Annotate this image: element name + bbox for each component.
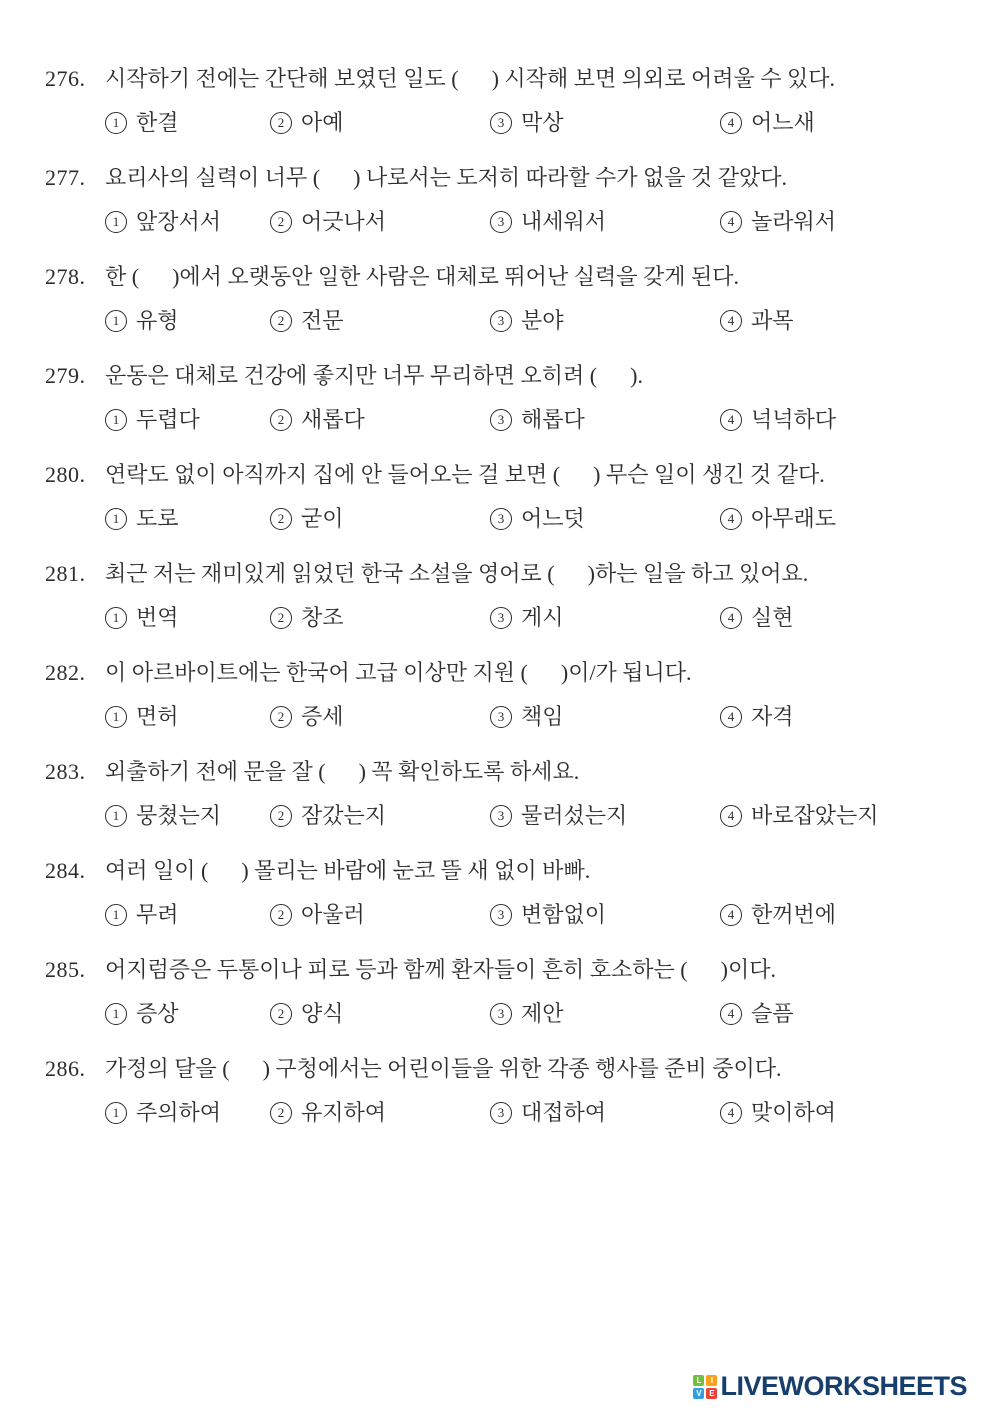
option-label: 창조: [301, 605, 344, 630]
options-row: [105, 299, 957, 343]
option-marker-2: 2: [270, 112, 292, 134]
option-label: 대접하여: [521, 1100, 607, 1125]
option-label: 아예: [301, 110, 344, 135]
option-4[interactable]: [720, 101, 957, 145]
option-1[interactable]: [105, 200, 270, 244]
option-label: 분야: [521, 308, 564, 333]
option-label: 새롭다: [301, 407, 365, 432]
question-279: [45, 354, 957, 442]
option-marker-2: 2: [270, 211, 292, 233]
option-label: 양식: [301, 1001, 344, 1026]
option-marker-3: 3: [490, 1003, 512, 1025]
option-marker-4: 4: [720, 508, 742, 530]
option-marker-1: 1: [105, 1003, 127, 1025]
option-2[interactable]: [270, 299, 490, 343]
option-marker-1: 1: [105, 607, 127, 629]
option-2[interactable]: [270, 893, 490, 937]
option-marker-3: 3: [490, 508, 512, 530]
option-marker-4: 4: [720, 706, 742, 728]
liveworksheets-logo[interactable]: [693, 1371, 967, 1402]
question-number: 281.: [45, 561, 86, 586]
option-label: 제안: [521, 1001, 564, 1026]
option-marker-3: 3: [490, 211, 512, 233]
option-2[interactable]: [270, 1091, 490, 1135]
option-label: 잠갔는지: [301, 803, 387, 828]
option-marker-4: 4: [720, 1102, 742, 1124]
question-number: 285.: [45, 957, 86, 982]
option-label: 어느덧: [521, 506, 585, 531]
option-marker-2: 2: [270, 409, 292, 431]
option-label: 한꺼번에: [751, 902, 837, 927]
question-text: 이 아르바이트에는 한국어 고급 이상만 지원 ( )이/가 됩니다.: [105, 660, 692, 685]
option-marker-1: 1: [105, 706, 127, 728]
option-1[interactable]: [105, 893, 270, 937]
option-label: 실현: [751, 605, 794, 630]
option-marker-4: 4: [720, 904, 742, 926]
option-label: 슬픔: [751, 1001, 794, 1026]
logo-tile-v: V: [693, 1388, 704, 1399]
options-row: [105, 398, 957, 442]
question-280: [45, 453, 957, 541]
logo-tile-l: L: [693, 1375, 704, 1386]
question-284: [45, 849, 957, 937]
option-label: 증상: [136, 1001, 179, 1026]
question-text: 요리사의 실력이 너무 ( ) 나로서는 도저히 따라할 수가 없을 것 같았다.: [105, 165, 787, 190]
option-1[interactable]: [105, 1091, 270, 1135]
question-277: [45, 156, 957, 244]
option-4[interactable]: [720, 992, 957, 1036]
logo-tile-i: I: [706, 1375, 717, 1386]
option-marker-3: 3: [490, 904, 512, 926]
option-label: 주의하여: [136, 1100, 222, 1125]
option-4[interactable]: [720, 1091, 957, 1135]
option-4[interactable]: [720, 596, 957, 640]
option-label: 한결: [136, 110, 179, 135]
option-label: 번역: [136, 605, 179, 630]
option-label: 맞이하여: [751, 1100, 837, 1125]
question-number: 278.: [45, 264, 86, 289]
option-4[interactable]: [720, 398, 957, 442]
option-marker-4: 4: [720, 607, 742, 629]
option-2[interactable]: [270, 596, 490, 640]
option-label: 무려: [136, 902, 179, 927]
option-marker-2: 2: [270, 805, 292, 827]
questions-list: [45, 57, 957, 1146]
option-label: 도로: [136, 506, 179, 531]
option-marker-2: 2: [270, 1003, 292, 1025]
option-label: 놀라워서: [751, 209, 837, 234]
liveworksheets-logo-icon: [693, 1375, 717, 1399]
option-3[interactable]: [490, 1091, 720, 1135]
option-marker-1: 1: [105, 409, 127, 431]
option-marker-1: 1: [105, 805, 127, 827]
question-number: 279.: [45, 363, 86, 388]
option-label: 해롭다: [521, 407, 585, 432]
logo-tile-e: E: [706, 1388, 717, 1399]
option-marker-1: 1: [105, 508, 127, 530]
option-1[interactable]: [105, 794, 270, 838]
option-marker-3: 3: [490, 607, 512, 629]
question-number: 276.: [45, 66, 86, 91]
options-row: [105, 794, 957, 838]
option-marker-4: 4: [720, 1003, 742, 1025]
question-286: [45, 1047, 957, 1135]
options-row: [105, 1091, 957, 1135]
question-text: 연락도 없이 아직까지 집에 안 들어오는 걸 보면 ( ) 무슨 일이 생긴 것 같다.: [105, 462, 825, 487]
option-1[interactable]: [105, 596, 270, 640]
option-1[interactable]: [105, 695, 270, 739]
question-number: 284.: [45, 858, 86, 883]
question-text: 최근 저는 재미있게 읽었던 한국 소설을 영어로 ( )하는 일을 하고 있어요.: [105, 561, 809, 586]
option-4[interactable]: [720, 497, 957, 541]
liveworksheets-logo-text: LIVEWORKSHEETS: [720, 1371, 967, 1401]
option-label: 자격: [751, 704, 794, 729]
option-label: 변함없이: [521, 902, 607, 927]
option-label: 증세: [301, 704, 344, 729]
option-2[interactable]: [270, 497, 490, 541]
options-row: [105, 695, 957, 739]
question-number: 286.: [45, 1056, 86, 1081]
option-label: 책임: [521, 704, 564, 729]
question-278: [45, 255, 957, 343]
option-1[interactable]: [105, 992, 270, 1036]
option-4[interactable]: [720, 299, 957, 343]
option-2[interactable]: [270, 794, 490, 838]
option-label: 두렵다: [136, 407, 200, 432]
option-marker-1: 1: [105, 211, 127, 233]
option-label: 유형: [136, 308, 179, 333]
question-text: 가정의 달을 ( ) 구청에서는 어린이들을 위한 각종 행사를 준비 중이다.: [105, 1056, 782, 1081]
option-3[interactable]: [490, 794, 720, 838]
option-label: 아울러: [301, 902, 365, 927]
option-marker-3: 3: [490, 112, 512, 134]
option-3[interactable]: [490, 992, 720, 1036]
option-label: 전문: [301, 308, 344, 333]
option-3[interactable]: [490, 497, 720, 541]
question-text: 시작하기 전에는 간단해 보였던 일도 ( ) 시작해 보면 의외로 어려울 수 있다.: [105, 66, 835, 91]
option-label: 과목: [751, 308, 794, 333]
option-marker-1: 1: [105, 112, 127, 134]
option-1[interactable]: [105, 497, 270, 541]
options-row: [105, 497, 957, 541]
option-label: 어긋나서: [301, 209, 387, 234]
option-3[interactable]: [490, 398, 720, 442]
option-4[interactable]: [720, 695, 957, 739]
option-marker-1: 1: [105, 310, 127, 332]
option-4[interactable]: [720, 794, 957, 838]
question-text: 여러 일이 ( ) 몰리는 바람에 눈코 뜰 새 없이 바빠.: [105, 858, 591, 883]
question-276: [45, 57, 957, 145]
question-282: [45, 651, 957, 739]
option-label: 유지하여: [301, 1100, 387, 1125]
option-marker-3: 3: [490, 409, 512, 431]
option-2[interactable]: [270, 398, 490, 442]
question-285: [45, 948, 957, 1036]
option-label: 앞장서서: [136, 209, 222, 234]
option-2[interactable]: [270, 101, 490, 145]
option-marker-3: 3: [490, 805, 512, 827]
option-2[interactable]: [270, 200, 490, 244]
option-label: 막상: [521, 110, 564, 135]
option-marker-1: 1: [105, 904, 127, 926]
option-2[interactable]: [270, 695, 490, 739]
question-text: 어지럼증은 두통이나 피로 등과 함께 환자들이 흔히 호소하는 ( )이다.: [105, 957, 776, 982]
option-label: 넉넉하다: [751, 407, 837, 432]
question-281: [45, 552, 957, 640]
option-marker-3: 3: [490, 706, 512, 728]
option-3[interactable]: [490, 101, 720, 145]
option-4[interactable]: [720, 200, 957, 244]
option-label: 바로잡았는지: [751, 803, 879, 828]
options-row: [105, 893, 957, 937]
option-marker-2: 2: [270, 1102, 292, 1124]
option-label: 어느새: [751, 110, 815, 135]
option-1[interactable]: [105, 398, 270, 442]
option-label: 면허: [136, 704, 179, 729]
option-label: 굳이: [301, 506, 344, 531]
option-marker-2: 2: [270, 607, 292, 629]
option-label: 물러섰는지: [521, 803, 628, 828]
option-3[interactable]: [490, 596, 720, 640]
question-number: 280.: [45, 462, 86, 487]
option-1[interactable]: [105, 101, 270, 145]
option-marker-3: 3: [490, 1102, 512, 1124]
options-row: [105, 992, 957, 1036]
question-283: [45, 750, 957, 838]
option-3[interactable]: [490, 695, 720, 739]
option-3[interactable]: [490, 200, 720, 244]
option-marker-2: 2: [270, 904, 292, 926]
option-label: 게시: [521, 605, 564, 630]
question-number: 277.: [45, 165, 86, 190]
option-marker-4: 4: [720, 409, 742, 431]
option-label: 내세워서: [521, 209, 607, 234]
option-label: 뭉쳤는지: [136, 803, 222, 828]
option-4[interactable]: [720, 893, 957, 937]
option-2[interactable]: [270, 992, 490, 1036]
option-marker-2: 2: [270, 310, 292, 332]
options-row: [105, 101, 957, 145]
option-marker-1: 1: [105, 1102, 127, 1124]
option-label: 아무래도: [751, 506, 837, 531]
question-number: 283.: [45, 759, 86, 784]
question-text: 한 ( )에서 오랫동안 일한 사람은 대체로 뛰어난 실력을 갖게 된다.: [105, 264, 739, 289]
option-3[interactable]: [490, 893, 720, 937]
option-marker-2: 2: [270, 706, 292, 728]
question-text: 외출하기 전에 문을 잘 ( ) 꼭 확인하도록 하세요.: [105, 759, 580, 784]
option-marker-4: 4: [720, 805, 742, 827]
question-number: 282.: [45, 660, 86, 685]
option-marker-4: 4: [720, 211, 742, 233]
option-1[interactable]: [105, 299, 270, 343]
option-marker-3: 3: [490, 310, 512, 332]
options-row: [105, 596, 957, 640]
option-marker-2: 2: [270, 508, 292, 530]
option-3[interactable]: [490, 299, 720, 343]
options-row: [105, 200, 957, 244]
option-marker-4: 4: [720, 112, 742, 134]
option-marker-4: 4: [720, 310, 742, 332]
question-text: 운동은 대체로 건강에 좋지만 너무 무리하면 오히려 ( ).: [105, 363, 643, 388]
